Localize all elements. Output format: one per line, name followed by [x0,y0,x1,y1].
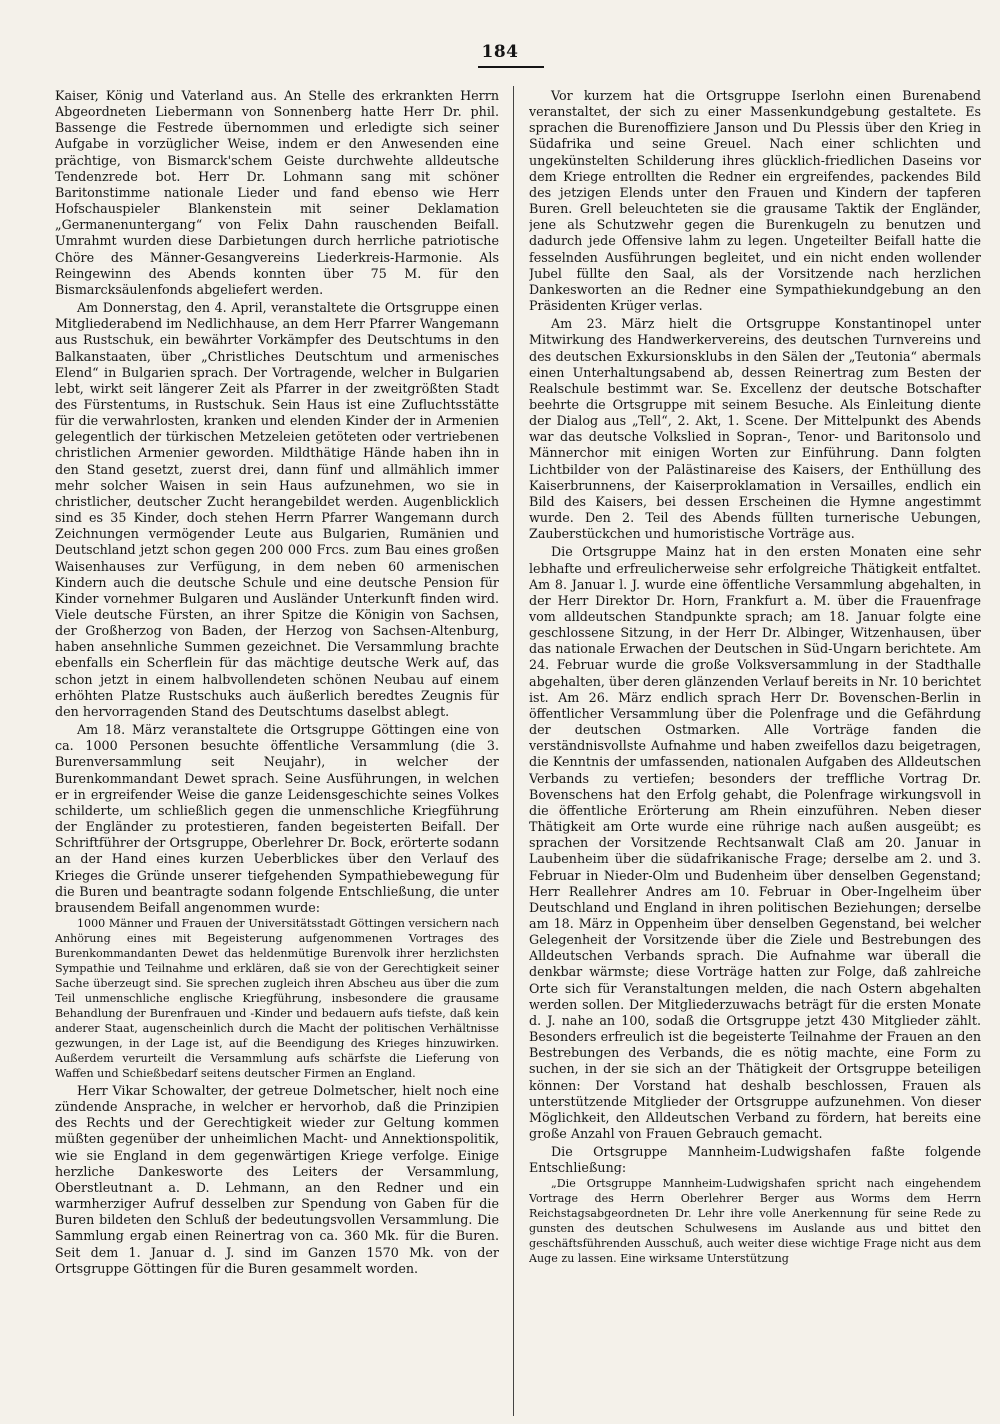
left-column [55,88,499,1418]
paragraph-goettingen: Am 18. März veranstaltete die Ortsgruppe Göttingen eine von ca. 1000 Personen besuchte öffentliche Versammlung (die 3. Burenversammlung seit Neujahr), in welcher der Burenkommandant Dewet sprach. Seine Ausführungen, in welchen er in ergreifender Weise die ganze Leidensgeschichte seines Volkes schilderte, um schließlich gegen die unmenschliche Kriegführung der Engländer zu protestieren, fanden begeisterten Beifall. Der Schriftführer der Ortsgruppe, Oberlehrer Dr. Bock, erörterte sodann an der Hand eines kurzen Ueberblickes über den Verlauf des Krieges die Gründe unserer tiefgehenden Sympathiebewegung für die Buren und beantragte sodann folgende Entschließung, die unter brausendem Beifall angenommen wurde: [55,722,499,915]
column-divider [513,86,514,1416]
quote-mannheim-resolution: „Die Ortsgruppe Mannheim-Ludwigshafen spricht nach eingehendem Vortrage des Herrn Oberlehrer Berger aus Worms dem Herrn Reichstagsabgeordneten Dr. Lehr ihre volle Anerkennung für seine Rede zu gunsten des deutschen Schulwesens im Auslande aus und bittet den geschäftsführenden Ausschuß, auch weiter diese wichtige Frage nicht aus dem Auge zu lassen. Eine wirksame Unterstützung [529,1177,981,1266]
paragraph-mainz: Die Ortsgruppe Mainz hat in den ersten Monaten eine sehr lebhafte und erfreulicherweise sehr erfolgreiche Thätigkeit entfaltet. Am 8. Januar l. J. wurde eine öffentliche Versammlung abgehalten, in der Herr Direktor Dr. Horn, Frankfurt a. M. über die Frauenfrage vom alldeutschen Standpunkte sprach; am 18. Januar folgte eine geschlossene Sitzung, in der Herr Dr. Albinger, Witzenhausen, über das nationale Erwachen der Deutschen in Süd-Ungarn berichtete. Am 24. Februar wurde die große Volksversammlung in der Stadthalle abgehalten, über deren glänzenden Verlauf bereits in Nr. 10 berichtet ist. Am 26. März endlich sprach Herr Dr. Bovenschen-Berlin in öffentlicher Versammlung über die Polenfrage und die Gefährdung der deutschen Ostmarken. Alle Vorträge fanden die verständnisvollste Aufnahme und haben zweifellos dazu beigetragen, die Kenntnis der umfassenden, nationalen Aufgaben des Alldeutschen Verbands zu vertiefen; besonders der treffliche Vortrag Dr. Bovenschens hat den Erfolg gehabt, die Polenfrage wirkungsvoll in die öffentliche Erörterung am Rhein einzuführen. Neben dieser Thätigkeit am Orte wurde eine rührige nach außen ausgeübt; es sprachen der Vorsitzende Rechtsanwalt Claß am 20. Januar in Laubenheim über die südafrikanische Frage; derselbe am 2. und 3. Februar in Nieder-Olm und Budenheim über denselben Gegenstand; Herr Reallehrer Andres am 10. Februar in Ober-Ingelheim über Deutschland und England in ihren politischen Beziehungen; derselbe am 18. März in Oppenheim über denselben Gegenstand, bei welcher Gelegenheit der Vorsitzende über die Ziele und Bestrebungen des Alldeutschen Verbands sprach. Die Aufnahme war überall die denkbar wärmste; diese Vorträge hatten zur Folge, daß zahlreiche Orte sich für Veranstaltungen melden, die nach Ostern abgehalten werden sollen. Der Mitgliederzuwachs beträgt für die ersten Monate d. J. nahe an 100, sodaß die Ortsgruppe jetzt 430 Mitglieder zählt. Besonders erfreulich ist die begeisterte Teilnahme der Frauen an den Bestrebungen des Verbands, die es nötig machte, eine Form zu suchen, in der sie sich an der Thätigkeit der Ortsgruppe beteiligen können: Der Vorstand hat deshalb beschlossen, Frauen als unterstützende Mitglieder der Ortsgruppe aufzunehmen. Von dieser Möglichkeit, den Alldeutschen Verband zu fördern, hat bereits eine große Anzahl von Frauen Gebrauch gemacht. [529,544,981,1141]
paragraph-konstantinopel: Am 23. März hielt die Ortsgruppe Konstantinopel unter Mitwirkung des Handwerkervereins, des deutschen Turnvereins und des deutschen Exkursionsklubs in den Sälen der „Teutonia“ abermals einen Unterhaltungsabend ab, dessen Reinertrag zum Besten der Realschule bestimmt war. Se. Excellenz der deutsche Botschafter beehrte die Ortsgruppe mit seinem Besuche. Als Einleitung diente der Dialog aus „Tell“, 2. Akt, 1. Scene. Der Mittelpunkt des Abends war das deutsche Volkslied in Sopran-, Tenor- und Baritonsolo und Männerchor mit einigen Worten zur Einführung. Dann folgten Lichtbilder von der Palästinareise des Kaisers, der Enthüllung des Kaiserbrunnens, der Kaiserproklamation in Versailles, endlich ein Bild des Kaisers, bei dessen Erscheinen die Hymne angestimmt wurde. Den 2. Teil des Abends füllten turnerische Uebungen, Zauberstückchen und humoristische Vorträge aus. [529,316,981,542]
page-number: 184 [481,42,519,62]
paragraph-festrede: Kaiser, König und Vaterland aus. An Stelle des erkrankten Herrn Abgeordneten Liebermann von Sonnenberg hatte Herr Dr. phil. Bassenge die Festrede übernommen und erledigte sich seiner Aufgabe in vorzüglicher Weise, indem er den Anwesenden eine prächtige, von Bismarck'schem Geiste durchwehte alldeutsche Tendenzrede bot. Herr Dr. Lohmann sang mit schöner Baritonstimme nationale Lieder und fand ebenso wie Herr Hofschauspieler Blankenstein mit seiner Deklamation „Germanenuntergang“ von Felix Dahn rauschenden Beifall. Umrahmt wurden diese Darbietungen durch herrliche patriotische Chöre des Männer-Gesangvereins Liederkreis-Harmonie. Als Reingewinn des Abends konnten über 75 M. für den Bismarcksäulenfonds abgeliefert werden. [55,88,499,297]
paragraph-schowalter: Herr Vikar Schowalter, der getreue Dolmetscher, hielt noch eine zündende Ansprache, in welcher er hervorhob, daß die Prinzipien des Rechts und der Gerechtigkeit wieder zur Geltung kommen müßten gegenüber der unheimlichen Macht- und Annektionspolitik, wie sie England in dem gegenwärtigen Kriege verfolge. Einige herzliche Dankesworte des Leiters der Versammlung, Oberstleutnant a. D. Lehmann, an den Redner und ein warmherziger Aufruf desselben zur Spendung von Gaben für die Buren bildeten den Schluß der bedeutungsvollen Versammlung. Die Sammlung ergab einen Reinertrag von ca. 360 Mk. für die Buren. Seit dem 1. Januar d. J. sind im Ganzen 1570 Mk. von der Ortsgruppe Göttingen für die Buren gesammelt worden. [55,1082,499,1276]
right-column [529,88,981,1418]
paragraph-mannheim-intro: Die Ortsgruppe Mannheim-Ludwigshafen faßte folgende Entschließung: [529,1144,981,1176]
quote-goettingen-resolution: 1000 Männer und Frauen der Universitätsstadt Göttingen versichern nach Anhörung eines mit Begeisterung aufgenommenen Vortrages des Burenkommandanten Dewet das heldenmütige Burenvolk ihrer herzlichsten Sympathie und Teilnahme und erklären, daß sie von der Gerechtigkeit seiner Sache überzeugt sind. Sie sprechen zugleich ihren Abscheu aus über die zum Teil unmenschliche englische Kriegführung, insbesondere die grausame Behandlung der Burenfrauen und -Kinder und bedauern aufs tiefste, daß kein anderer Staat, augenscheinlich durch die Macht der politischen Verhältnisse gezwungen, in der Lage ist, auf die Beendigung des Krieges hinzuwirken. Außerdem verurteilt die Versammlung aufs schärfste die Lieferung von Waffen und Schießbedarf seitens deutscher Firmen an England. [55,916,499,1080]
page-number-rule [478,66,544,68]
paragraph-iserlohn: Vor kurzem hat die Ortsgruppe Iserlohn einen Burenabend veranstaltet, der sich zu einer Massenkundgebung gestaltete. Es sprachen die Burenoffiziere Janson und Du Plessis über den Krieg in Südafrika und seine Greuel. Nach einer schlichten und ungekünstelten Schilderung ihres glücklich-friedlichen Daseins vor dem Kriege entrollten die Redner ein ergreifendes, packendes Bild des jetzigen Elends unter den Frauen und Kindern der tapferen Buren. Grell beleuchteten sie die grausame Taktik der Engländer, jene als Schutzwehr gegen die Burenkugeln zu benutzen und dadurch jede Offensive lahm zu legen. Ungeteilter Beifall hatte die fesselnden Ausführungen begleitet, und ein nicht enden wollender Jubel füllte den Saal, als der Vorsitzende nach herzlichen Dankesworten an die Redner eine Sympathiekundgebung an den Präsidenten Krüger verlas. [529,88,981,314]
paragraph-wangemann: Am Donnerstag, den 4. April, veranstaltete die Ortsgruppe einen Mitgliederabend im Nedlichhause, an dem Herr Pfarrer Wangemann aus Rustschuk, ein bewährter Vorkämpfer des Deutschtums in den Balkanstaaten, über „Christliches Deutschtum und armenisches Elend“ in Bulgarien sprach. Der Vortragende, welcher in Bulgarien lebt, wirkt seit längerer Zeit als Pfarrer in der zweitgrößten Stadt des Fürstentums, in Rustschuk. Sein Haus ist eine Zufluchtsstätte für die verwahrlosten, kranken und elenden Kinder der in Armenien gelegentlich der türkischen Metzeleien getöteten oder vertriebenen christlichen Armenier geworden. Mildthätige Hände haben ihn in den Stand gesetzt, zuerst drei, dann fünf und allmählich immer mehr solcher Waisen in sein Haus aufzunehmen, wo sie in christlicher, deutscher Zucht herangebildet werden. Augenblicklich sind es 35 Kinder, doch stehen Herrn Pfarrer Wangemann durch Zeichnungen vermögender Leute aus Bulgarien, Rumänien und Deutschland jetzt schon gegen 200 000 Frcs. zum Bau eines großen Waisenhauses zur Verfügung, in dem neben 60 armenischen Kindern auch die deutsche Schule und eine deutsche Pension für Kinder vornehmer Bulgaren und Ausländer Unterkunft finden wird. Viele deutsche Fürsten, an ihrer Spitze die Königin von Sachsen, der Großherzog von Baden, der Herzog von Sachsen-Altenburg, haben ansehnliche Summen gezeichnet. Die Versammlung brachte ebenfalls ein Scherflein für das mächtige deutsche Werk auf, das schon jetzt in einem halbvollendeten schönen Neubau auf einem erhöhten Platze Rustschuks auch äußerlich beredtes Zeugnis für den hervorragenden Stand des Deutschtums daselbst ablegt. [55,300,499,719]
